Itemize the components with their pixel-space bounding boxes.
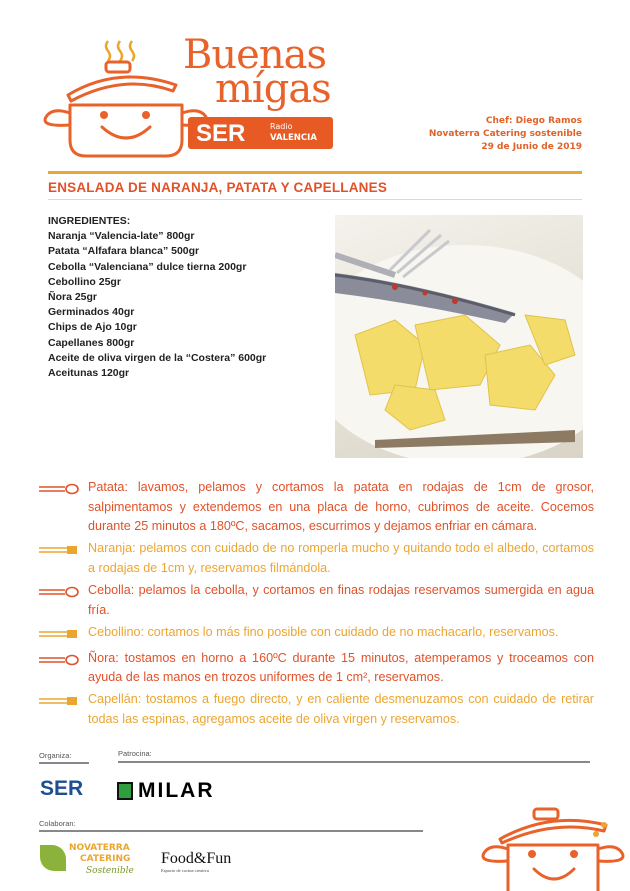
step-item	[38, 649, 594, 688]
leaf-icon	[40, 845, 66, 871]
chef-info	[429, 115, 582, 154]
step-text: Ñora: tostamos en horno a 160ºC durante 15 minutos, atemperamos y troceamos con ayuda de las manos en trozos uniformes de 1 cm², reservamos.	[88, 650, 594, 685]
novaterra-text: NOVATERRA	[69, 843, 130, 853]
ser-logo-text: SER	[196, 120, 246, 147]
ingredient-item: Cebollino 25gr	[48, 275, 121, 288]
radio-label: Radio	[270, 122, 293, 131]
ingredient-item: Ñora 25gr	[48, 291, 98, 304]
pot-mascot-icon	[478, 805, 630, 891]
step-text: Cebollino: cortamos lo más fino posible con cuidado de no machacarlo, reservamos.	[88, 624, 559, 639]
foodfun-text: Food&Fun	[161, 850, 232, 867]
colaboran-divider	[39, 830, 423, 832]
dish-photo	[335, 215, 583, 458]
fork-icon	[38, 623, 88, 647]
title-divider	[48, 171, 582, 174]
ingredient-item: Capellanes 800gr	[48, 336, 135, 349]
step-text: Naranja: pelamos con cuidado de no romperla mucho y quitando todo el albedo, cortamos a rodajas de 1cm y, reservamos filmándola.	[88, 541, 594, 575]
spoon-icon	[38, 649, 88, 688]
step-text: Cebolla: pelamos la cebolla, y cortamos en finas rodajas reservamos sumergida en agua fría.	[88, 582, 594, 617]
valencia-label: VALENCIA	[270, 133, 317, 143]
recipe-title: ENSALADA DE NARANJA, PATATA Y CAPELLANES	[48, 180, 388, 195]
foodfun-subtitle: Espacio de cocina creativa	[161, 868, 209, 873]
milar-text: MILAR	[138, 779, 215, 802]
foodfun-logo	[161, 850, 231, 873]
colaboran-label: Colaboran:	[39, 819, 76, 828]
catering-text: CATERING	[80, 854, 131, 864]
organiza-label: Organiza:	[39, 751, 72, 760]
fork-icon	[38, 690, 88, 729]
spoon-icon	[38, 478, 88, 537]
step-item	[38, 539, 594, 578]
ingredient-item: Naranja “Valencia-late” 800gr	[48, 230, 195, 243]
ingredient-item: Patata “Alfafara blanca” 500gr	[48, 245, 200, 258]
company-name: Novaterra Catering sostenible	[428, 129, 582, 139]
buenas-migas-logo	[40, 32, 340, 160]
patrocina-divider	[118, 761, 590, 763]
event-date: 29 de Junio de 2019	[481, 142, 582, 152]
logo-title-line1: Buenas	[183, 32, 326, 78]
dish-illustration	[335, 215, 583, 458]
ingredient-item: Cebolla “Valenciana” dulce tierna 200gr	[48, 260, 247, 273]
ingredients-heading: INGREDIENTES:	[48, 215, 131, 227]
novaterra-logo	[40, 843, 135, 883]
step-text: Patata: lavamos, pelamos y cortamos la patata en rodajas de 1cm de grosor, salpimentamos y extendemos en una placa de horno, cubrimos de aceite. Cocemos durante 25 minutos a 180ºC, sacamos, escurrimos y dejamos enfriar en cámara.	[88, 480, 594, 534]
sostenible-text: Sostenible	[86, 866, 134, 876]
fork-icon	[38, 539, 88, 578]
milar-logo	[117, 779, 215, 803]
ser-sponsor-logo: SER	[40, 777, 84, 800]
logo-title-line2: mígas	[215, 66, 331, 112]
step-text: Capellán: tostamos a fuego directo, y en caliente desmenuzamos con cuidado de retirar todas las espinas, agregamos aceite de oliva virgen y reservamos.	[88, 692, 594, 727]
organiza-divider	[39, 762, 89, 764]
ingredient-item: Germinados 40gr	[48, 306, 135, 319]
ser-radio-valencia-badge	[188, 117, 333, 149]
milar-mark-icon	[117, 782, 133, 800]
step-item	[38, 690, 594, 729]
step-item	[38, 623, 594, 647]
spoon-icon	[38, 581, 88, 620]
step-item	[38, 478, 594, 537]
step-item	[38, 581, 594, 620]
chef-name: Chef: Diego Ramos	[485, 116, 582, 126]
title-underline	[48, 199, 582, 200]
patrocina-label: Patrocina:	[118, 749, 152, 758]
ingredient-item: Aceite de oliva virgen de la “Costera” 600gr	[48, 351, 267, 364]
ingredient-item: Chips de Ajo 10gr	[48, 321, 137, 334]
ingredients-list	[48, 214, 266, 381]
ingredient-item: Aceitunas 120gr	[48, 367, 130, 380]
preparation-steps	[38, 478, 594, 732]
